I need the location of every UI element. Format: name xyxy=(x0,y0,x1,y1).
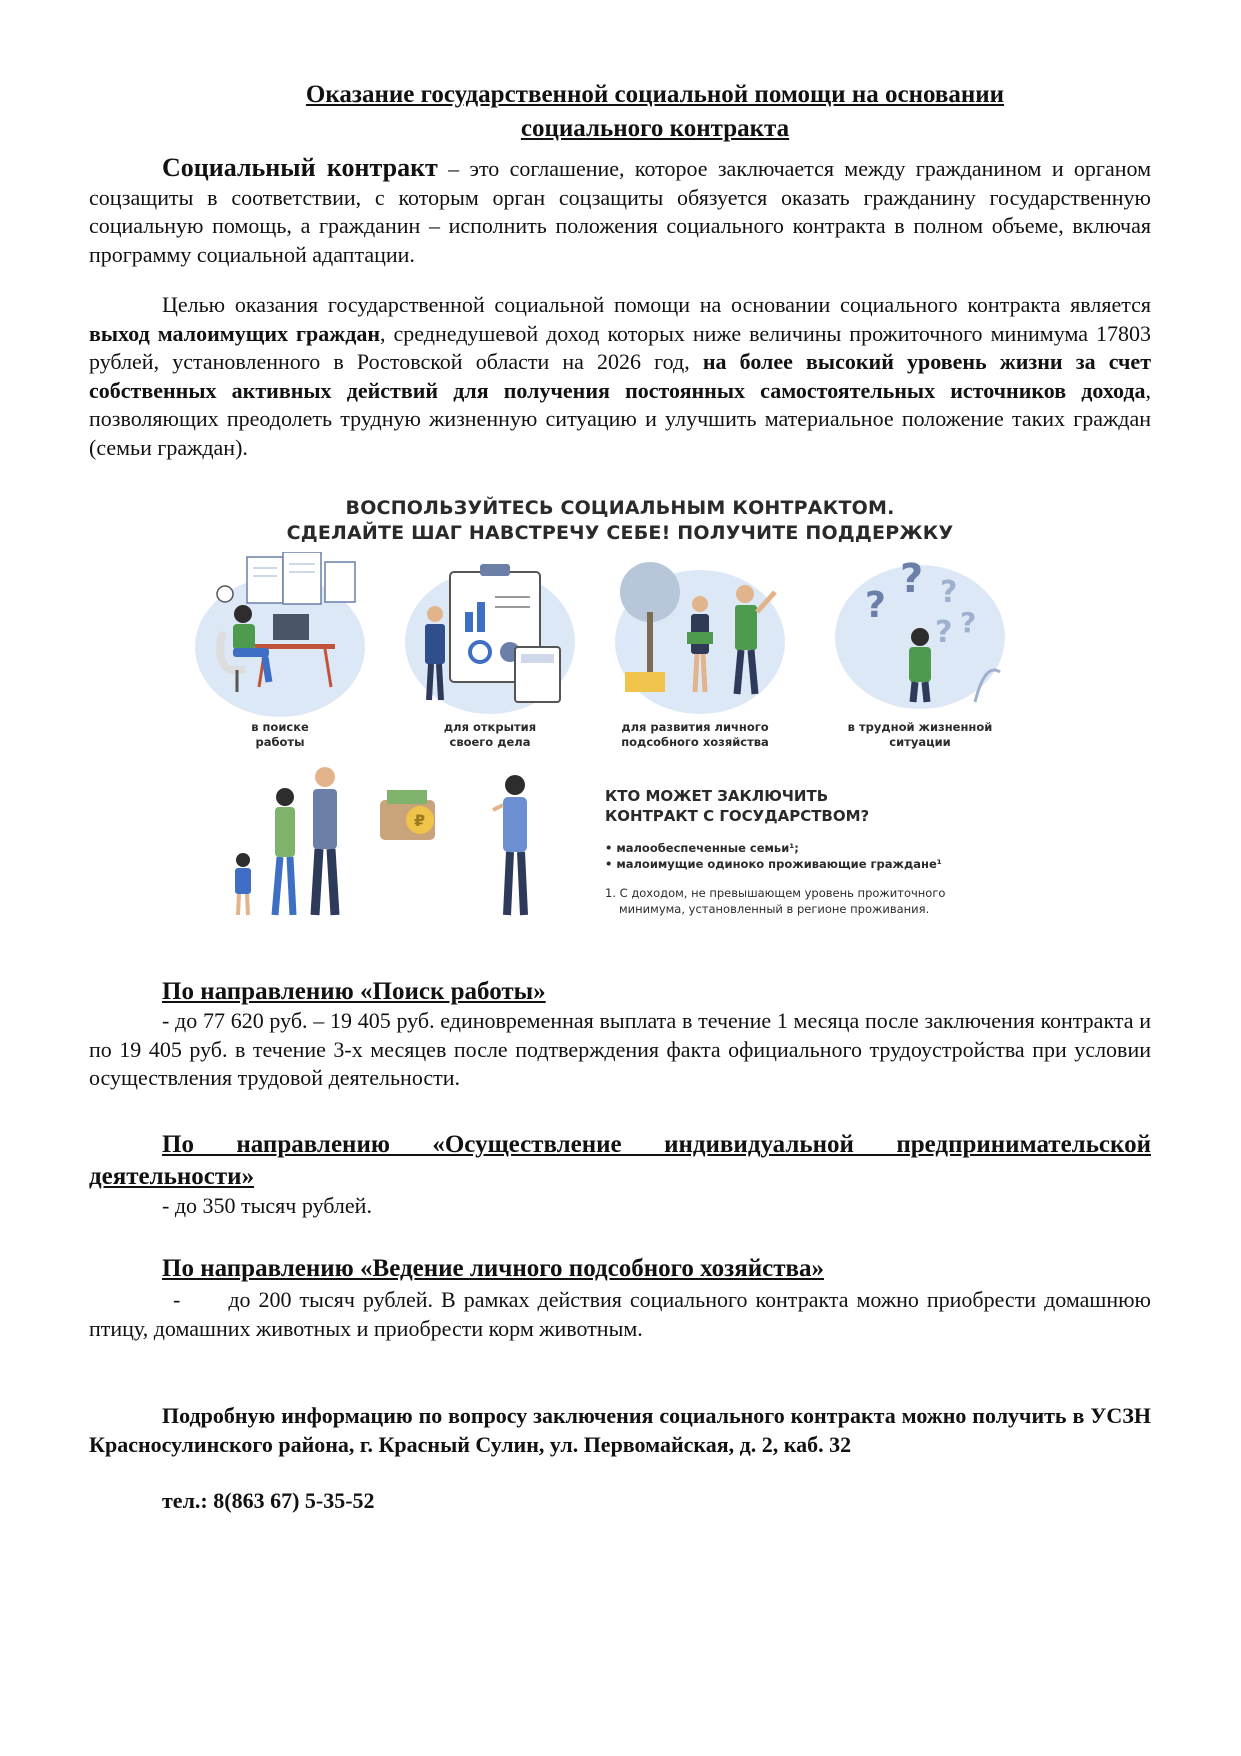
paragraph-goal xyxy=(89,291,1151,462)
caption-job-search xyxy=(190,720,370,750)
section-body-job-search xyxy=(89,1007,1151,1093)
caption-farming-line-2: подсобного хозяйства xyxy=(621,735,769,749)
page-title-line-2: социального контракта xyxy=(520,115,790,142)
footnote-line-2: минимума, установленный в регионе проживания. xyxy=(619,902,930,916)
business-illustration xyxy=(395,552,585,722)
section-body-household xyxy=(89,1286,1151,1343)
hard-situation-illustration xyxy=(825,552,1015,722)
footnote-line-1: 1. С доходом, не превышающем уровень прожиточного xyxy=(605,886,946,900)
svg-text:₽: ₽ xyxy=(414,811,426,830)
caption-own-business-line-2: своего дела xyxy=(449,735,531,749)
caption-hard-situation-line-2: ситуации xyxy=(889,735,951,749)
caption-job-search-line-2: работы xyxy=(255,735,305,749)
term-social-contract: Социальный контракт xyxy=(162,153,438,182)
caption-hard-situation xyxy=(830,720,1010,750)
caption-own-business xyxy=(400,720,580,750)
goal-text-3: , позволяющих преодолеть трудную жизненную ситуацию и улучшить материальное положение таких граждан (семьи граждан). xyxy=(89,377,1151,460)
job-search-illustration xyxy=(185,552,375,722)
section-heading-entrepreneurship: По направлению «Осуществление индивидуальной предпринимательской деятельности» xyxy=(89,1131,1151,1190)
who-can-title-line-2: КОНТРАКТ С ГОСУДАРСТВОМ? xyxy=(605,807,870,825)
caption-farming xyxy=(605,720,785,750)
who-can-title-line-1: КТО МОЖЕТ ЗАКЛЮЧИТЬ xyxy=(605,787,829,805)
goal-text-2: , среднедушевой доход которых ниже величины прожиточного минимума 17803 рублей, установленного в Ростовской области на 2026 год, xyxy=(89,320,1151,374)
infographic-heading-line-2: СДЕЛАЙТЕ ШАГ НАВСТРЕЧУ СЕБЕ! ПОЛУЧИТЕ ПОДДЕРЖКУ xyxy=(286,522,954,544)
goal-text-1: Целью оказания государственной социальной помощи на основании социального контракта является xyxy=(162,292,1151,317)
svg-text:?: ? xyxy=(865,585,886,626)
page-title xyxy=(130,78,1180,146)
section-body-entrepreneurship-text: - до 350 тысяч рублей. xyxy=(162,1193,372,1218)
goal-bold-2: на более высокий уровень жизни за счет собственных активных действий для получения постоянных самостоятельных источников дохода xyxy=(89,349,1151,403)
svg-text:?: ? xyxy=(940,575,958,610)
section-heading-job-search: По направлению «Поиск работы» xyxy=(162,978,546,1005)
contact-info: Подробную информацию по вопросу заключения социального контракта можно получить в УСЗН Красносулинского района, г. Красный Сулин, ул. Первомайская, д. 2, каб. 32 xyxy=(89,1403,1151,1457)
footnote xyxy=(605,885,1045,917)
caption-hard-situation-line-1: в трудной жизненной xyxy=(847,720,993,734)
svg-text:?: ? xyxy=(960,606,977,639)
contact-phone: тел.: 8(863 67) 5-35-52 xyxy=(162,1488,375,1513)
caption-farming-line-1: для развития личного xyxy=(621,720,769,734)
goal-bold-1: выход малоимущих граждан xyxy=(89,320,380,346)
who-item-families: • малообеспеченные семьи¹; xyxy=(605,841,799,855)
farming-illustration xyxy=(605,552,795,722)
section-body-entrepreneurship xyxy=(89,1192,1151,1221)
paragraph-definition xyxy=(89,154,1151,269)
infographic xyxy=(185,490,1055,940)
who-can-title xyxy=(605,786,1025,826)
section-body-household-dash: - xyxy=(173,1287,181,1312)
section-body-household-text: до 200 тысяч рублей. В рамках действия социального контракта можно приобрести домашнюю птицу, домашних животных и приобрести корм животным. xyxy=(89,1287,1151,1341)
family-illustration xyxy=(225,765,595,940)
svg-text:?: ? xyxy=(935,615,953,650)
page-title-line-1: Оказание государственной социальной помощи на основании xyxy=(305,81,1005,108)
section-body-job-search-text: - до 77 620 руб. – 19 405 руб. единовременная выплата в течение 1 месяца после заключения контракта и по 19 405 руб. в течение 3-х месяцев после подтверждения факта официального трудоустройства при условии осуществления трудовой деятельности. xyxy=(89,1008,1151,1090)
section-heading-household: По направлению «Ведение личного подсобного хозяйства» xyxy=(162,1255,824,1282)
definition-text: – это соглашение, которое заключается между гражданином и органом соцзащиты в соответствии, с которым орган соцзащиты обязуется оказать гражданину государственную социальную помощь, а гражданин – исполнить положения социального контракта в полном объеме, включая программу социальной адаптации. xyxy=(89,156,1151,267)
svg-text:?: ? xyxy=(900,556,924,602)
caption-job-search-line-1: в поиске xyxy=(251,720,309,734)
who-item-single: • малоимущие одиноко проживающие граждане¹ xyxy=(605,857,942,871)
caption-own-business-line-1: для открытия xyxy=(443,720,537,734)
infographic-heading-line-1: ВОСПОЛЬЗУЙТЕСЬ СОЦИАЛЬНЫМ КОНТРАКТОМ. xyxy=(345,497,895,519)
